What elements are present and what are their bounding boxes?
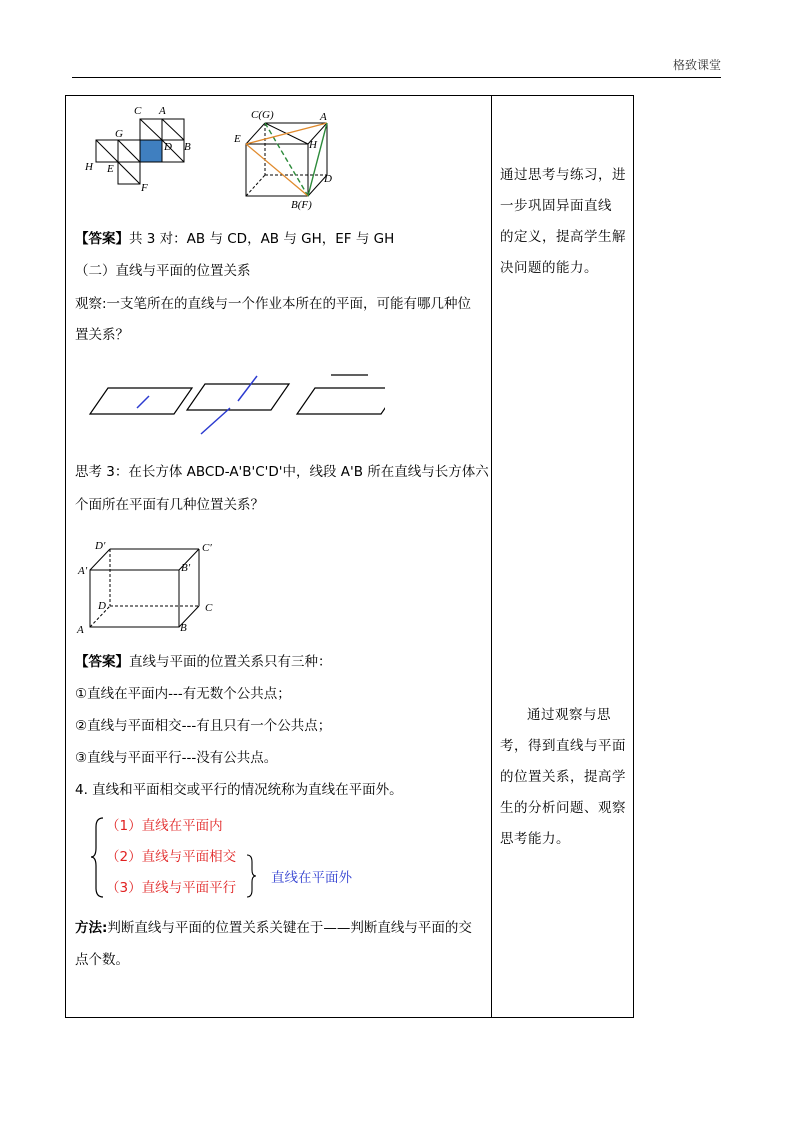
side-note-2-line: 通过观察与思 <box>527 707 611 723</box>
answer-1-label: 【答案】 <box>75 231 129 247</box>
header-brand: 格致课堂 <box>672 58 721 72</box>
answer-1 <box>75 229 394 249</box>
label-d: D <box>164 141 172 153</box>
relation-item-3: ③直线与平面平行---没有公共点。 <box>75 750 278 766</box>
label-h: H <box>85 161 93 173</box>
label-bf: B(F) <box>291 199 312 211</box>
label-b: B <box>184 141 191 153</box>
section-title: （二）直线与平面的位置关系 <box>75 263 251 279</box>
answer-1-text: 共 3 对：AB 与 CD，AB 与 GH，EF 与 GH <box>129 231 395 247</box>
side-note-1 <box>500 160 628 284</box>
observe-line-1: 观察:一支笔所在的直线与一个作业本所在的平面，可能有哪几种位 <box>75 296 472 312</box>
label-c: C <box>134 105 142 117</box>
answer-2-text: 直线与平面的位置关系只有三种： <box>129 654 332 670</box>
label-b1: B′ <box>181 562 191 574</box>
side-note-1-line: 的定义，提高学生解 <box>500 229 626 245</box>
method-line-1 <box>75 918 472 938</box>
method-label: 方法: <box>75 920 108 936</box>
side-note-2 <box>500 700 628 855</box>
side-note-2-line: 思考能力。 <box>500 831 570 847</box>
label-d: D <box>98 600 106 612</box>
line-intersect-lower <box>201 408 230 434</box>
label-a: A <box>159 105 166 117</box>
answer-2-label: 【答案】 <box>75 654 129 670</box>
relation-item-1: ①直线在平面内---有无数个公共点； <box>75 686 291 702</box>
point-4: 4. 直线和平面相交或平行的情况统称为直线在平面外。 <box>75 782 403 798</box>
brace-item-3: （3）直线与平面平行 <box>106 880 237 896</box>
label-a: A <box>320 111 327 123</box>
side-note-2-line: 生的分析问题、观察 <box>500 800 626 816</box>
line-intersect-upper <box>238 376 257 401</box>
shaded-face <box>140 140 162 162</box>
line-in-plane <box>137 396 149 408</box>
cube-figure <box>232 104 342 214</box>
side-note-1-line: 通过思考与练习，进 <box>500 167 626 183</box>
label-d: D <box>324 173 332 185</box>
side-note-1-line: 决问题的能力。 <box>500 260 598 276</box>
side-note-2-line: 的位置关系，提高学 <box>500 769 626 785</box>
label-d1: D′ <box>95 540 106 552</box>
column-divider <box>491 95 492 1018</box>
brace-item-1: （1）直线在平面内 <box>106 818 223 834</box>
line-plane-figure <box>85 368 385 438</box>
label-g: G <box>115 128 123 140</box>
label-cg: C(G) <box>251 109 274 121</box>
label-f: F <box>141 182 148 194</box>
right-brace <box>244 853 258 899</box>
header-rule <box>72 77 721 78</box>
observe-line-2: 置关系？ <box>75 327 129 343</box>
plane-1 <box>90 388 192 414</box>
brace-item-2: （2）直线与平面相交 <box>106 849 237 865</box>
plane-2 <box>187 384 289 410</box>
side-note-2-line: 考，得到直线与平面 <box>500 738 626 754</box>
label-h: H <box>309 139 317 151</box>
answer-2 <box>75 652 332 672</box>
cube-net-figure <box>80 100 220 195</box>
think3-line-2: 个面所在平面有几种位置关系？ <box>75 497 264 513</box>
label-b: B <box>180 622 187 634</box>
label-a1: A′ <box>78 565 88 577</box>
side-note-1-line: 一步巩固异面直线 <box>500 198 612 214</box>
relation-item-2: ②直线与平面相交---有且只有一个公共点； <box>75 718 332 734</box>
cuboid-figure <box>74 535 224 637</box>
label-e: E <box>234 133 241 145</box>
label-c1: C′ <box>202 542 212 554</box>
orange-line-diagonal <box>246 144 308 196</box>
think3-line-1: 思考 3：在长方体 ABCD-A'B'C'D'中，线段 A'B 所在直线与长方体六 <box>75 464 489 480</box>
label-c: C <box>205 602 213 614</box>
plane-3 <box>297 388 385 414</box>
method-line-2: 点个数。 <box>75 952 129 968</box>
method-text: 判断直线与平面的位置关系关键在于——判断直线与平面的交 <box>107 920 472 936</box>
label-a: A <box>77 624 84 636</box>
label-e: E <box>107 163 114 175</box>
brace-summary: 直线在平面外 <box>271 870 352 886</box>
